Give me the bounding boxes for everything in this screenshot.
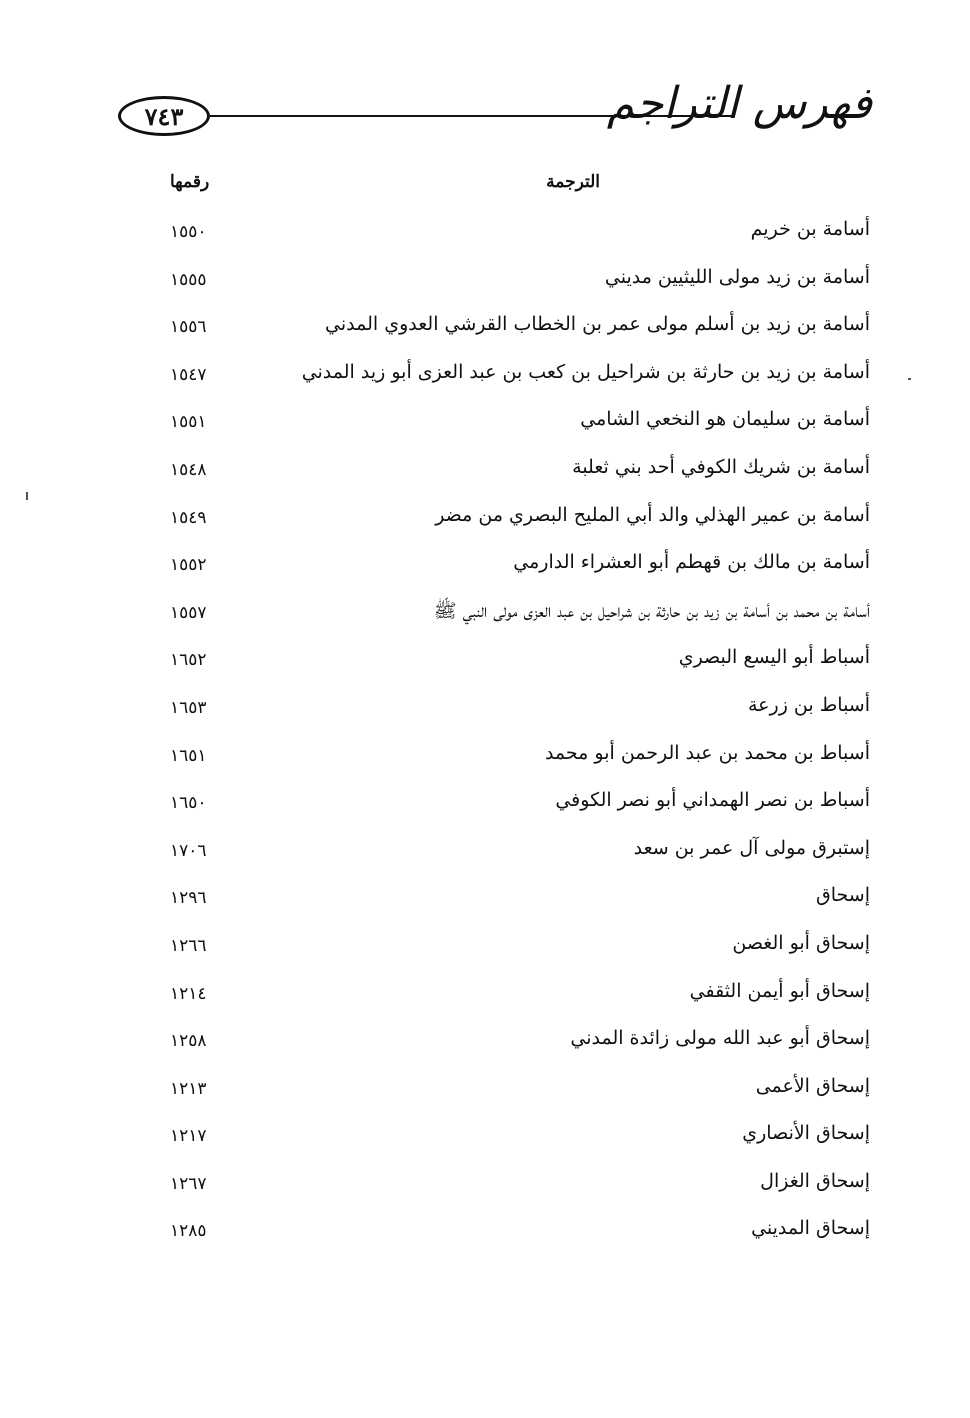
entry-name: أسامة بن زيد بن حارثة بن شراحيل بن كعب بن عبد العزى أبو زيد المدني <box>301 360 870 383</box>
entry-name: إسحاق الأعمى <box>755 1074 870 1097</box>
column-header-entry: الترجمة <box>546 172 600 192</box>
page-header <box>112 78 872 160</box>
list-item <box>170 736 870 784</box>
entry-name: إستبرق مولى آل عمر بن سعد <box>633 836 870 859</box>
entry-name: أسامة بن زيد بن أسلم مولى عمر بن الخطاب القرشي العدوي المدني <box>325 313 870 336</box>
page-title: فهرس التراجم <box>606 78 872 129</box>
entry-name: أسامة بن خريم <box>750 218 870 240</box>
entry-name: إسحاق أبو عبد الله مولى زائدة المدني <box>570 1027 870 1050</box>
list-item <box>170 355 870 403</box>
list-item <box>170 974 870 1022</box>
entry-number: ١٥٥٦ <box>170 317 207 338</box>
list-item <box>170 1069 870 1117</box>
entry-name: أسامة بن سليمان هو النخعي الشامي <box>580 408 870 431</box>
entry-number: ١٢١٣ <box>170 1078 207 1099</box>
list-item <box>170 831 870 879</box>
entry-number: ١٦٥٠ <box>170 793 207 814</box>
entry-name: إسحاق <box>816 884 870 907</box>
entry-number: ١٦٥٢ <box>170 650 207 671</box>
entry-name: أسامة بن زيد مولى الليثيين مديني <box>604 265 870 288</box>
list-item <box>170 402 870 450</box>
list-item <box>170 1164 870 1212</box>
entry-name: إسحاق المديني <box>751 1217 870 1240</box>
list-item <box>170 783 870 831</box>
entry-number: ١٢١٤ <box>170 983 207 1004</box>
entry-number: ١٥٥٢ <box>170 555 207 576</box>
column-headers <box>170 172 600 202</box>
entry-number: ١٢١٧ <box>170 1126 207 1147</box>
entry-name: أسباط أبو اليسع البصري <box>678 646 870 669</box>
entry-name: إسحاق أبو الغصن <box>732 931 870 954</box>
index-list <box>170 212 870 1259</box>
entry-number: ١٦٥٣ <box>170 697 207 718</box>
list-item <box>170 640 870 688</box>
entry-name: إسحاق الغزال <box>760 1169 870 1192</box>
entry-name: إسحاق الأنصاري <box>742 1122 870 1145</box>
entry-name: أسامة بن عمير الهذلي والد أبي المليح البصري من مضر <box>435 503 870 526</box>
entry-number: ١٥٥١ <box>170 412 207 433</box>
list-item <box>170 688 870 736</box>
list-item <box>170 260 870 308</box>
entry-name: أسباط بن محمد بن عبد الرحمن أبو محمد <box>544 741 870 764</box>
list-item <box>170 593 870 641</box>
list-item <box>170 926 870 974</box>
entry-name: أسامة بن شريك الكوفي أحد بني ثعلبة <box>572 455 870 478</box>
entry-number: ١٥٥٧ <box>170 602 207 623</box>
list-item <box>170 212 870 260</box>
list-item <box>170 545 870 593</box>
entry-number: ١٧٠٦ <box>170 840 207 861</box>
entry-name: أسباط بن زرعة <box>748 693 870 716</box>
list-item <box>170 1211 870 1259</box>
entry-number: ١٢٦٦ <box>170 935 207 956</box>
page-number: ٧٤٣ <box>144 101 184 131</box>
list-item <box>170 1116 870 1164</box>
list-item <box>170 450 870 498</box>
entry-number: ١٢٥٨ <box>170 1031 207 1052</box>
entry-name: أسامة بن محمد بن أسامة بن زيد بن حارثة بن شراحيل بن عبد العزى مولى النبي ﷺ <box>433 599 870 622</box>
list-item <box>170 878 870 926</box>
entry-number: ١٢٩٦ <box>170 888 207 909</box>
column-header-number: رقمها <box>170 172 210 192</box>
list-item <box>170 307 870 355</box>
margin-mark <box>908 378 911 380</box>
entry-number: ١٦٥١ <box>170 745 207 766</box>
entry-name: أسباط بن نصر الهمداني أبو نصر الكوفي <box>555 789 870 812</box>
entry-name: إسحاق أبو أيمن الثقفي <box>689 979 870 1002</box>
entry-number: ١٢٨٥ <box>170 1221 207 1242</box>
entry-number: ١٥٤٩ <box>170 507 207 528</box>
list-item <box>170 498 870 546</box>
margin-mark <box>26 492 28 500</box>
entry-name: أسامة بن مالك بن قهطم أبو العشراء الدارمي <box>513 551 870 574</box>
entry-number: ١٥٥٠ <box>170 222 207 242</box>
entry-number: ١٥٥٥ <box>170 269 207 290</box>
entry-number: ١٢٦٧ <box>170 1173 207 1194</box>
list-item <box>170 1021 870 1069</box>
entry-number: ١٥٤٧ <box>170 364 207 385</box>
entry-number: ١٥٤٨ <box>170 459 207 480</box>
page-number-badge <box>118 96 210 136</box>
